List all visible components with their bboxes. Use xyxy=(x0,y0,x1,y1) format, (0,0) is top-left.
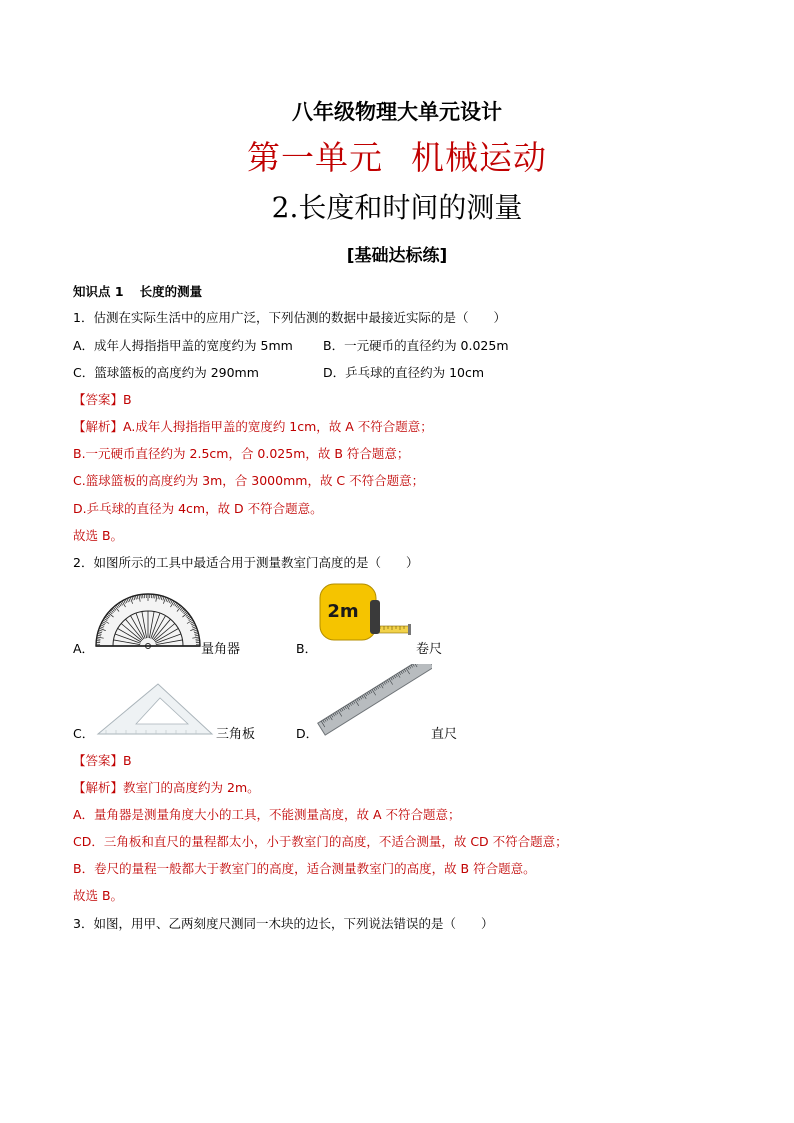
series-title: 八年级物理大单元设计 xyxy=(292,100,502,124)
analysis-tag: 【解析】 xyxy=(73,419,124,434)
q1-option-a: A．成年人拇指指甲盖的宽度约为 5mm xyxy=(73,338,293,353)
answer-tag: 【答案】 xyxy=(73,753,124,768)
tape-label: 2m xyxy=(327,601,359,622)
set-square-image xyxy=(96,680,214,738)
q2-analysis-b: B．卷尺的量程一般都大于教室门的高度，适合测量教室门的高度，故 B 符合题意。 xyxy=(73,861,536,876)
section-title: [基础达标练] xyxy=(346,246,448,266)
q1-option-c: C．篮球篮板的高度约为 290mm xyxy=(73,365,259,380)
q2-analysis-intro xyxy=(73,778,260,796)
q2-option-c-label: C． xyxy=(73,726,95,741)
unit-number: 第一单元 xyxy=(247,138,383,177)
unit-title xyxy=(0,132,794,179)
q2-analysis-cd: CD．三角板和直尺的量程都太小，小于教室门的高度，不适合测量，故 CD 不符合题意； xyxy=(73,834,568,849)
knowledge-point-title: 长度的测量 xyxy=(139,284,203,299)
q2-option-c-caption: 三角板 xyxy=(216,727,256,742)
q2-option-b-label: B． xyxy=(296,641,318,656)
q1-analysis-c: C.篮球篮板的高度约为 3m，合 3000mm，故 C 不符合题意； xyxy=(73,473,425,488)
q2-option-a-caption: 量角器 xyxy=(201,642,241,657)
lesson-title: 2.长度和时间的测量 xyxy=(271,191,523,224)
q1-answer xyxy=(73,390,132,408)
protractor-image xyxy=(93,588,203,650)
analysis-text: 教室门的高度约为 2m。 xyxy=(123,780,260,795)
q2-option-d-caption: 直尺 xyxy=(431,727,458,742)
tape-measure-image xyxy=(314,580,414,650)
answer-tag: 【答案】 xyxy=(73,392,124,407)
q1-stem: 1．估测在实际生活中的应用广泛，下列估测的数据中最接近实际的是（ ） xyxy=(73,310,506,325)
q2-stem: 2．如图所示的工具中最适合用于测量教室门高度的是（ ） xyxy=(73,555,419,570)
q1-analysis-d: D.乒乓球的直径为 4cm，故 D 不符合题意。 xyxy=(73,501,323,516)
q2-option-a-label: A． xyxy=(73,641,95,656)
analysis-tag: 【解析】 xyxy=(73,780,124,795)
answer-value: B xyxy=(123,392,132,407)
knowledge-point-label: 知识点 1 xyxy=(73,284,124,299)
q2-option-d-label: D． xyxy=(296,726,319,741)
straight-ruler-image xyxy=(316,664,432,740)
q1-conclusion: 故选 B。 xyxy=(73,528,124,543)
q3-stem: 3．如图，用甲、乙两刻度尺测同一木块的边长，下列说法错误的是（ ） xyxy=(73,916,494,931)
knowledge-point-heading xyxy=(73,282,202,300)
unit-name: 机械运动 xyxy=(411,138,547,177)
q2-conclusion: 故选 B。 xyxy=(73,888,124,903)
q2-analysis-a: A．量角器是测量角度大小的工具，不能测量高度，故 A 不符合题意； xyxy=(73,807,461,822)
q1-analysis-a xyxy=(73,417,433,435)
q2-option-b-caption: 卷尺 xyxy=(416,642,443,657)
q1-option-b: B．一元硬币的直径约为 0.025m xyxy=(323,338,509,353)
analysis-text: A.成年人拇指指甲盖的宽度约 1cm，故 A 不符合题意； xyxy=(123,419,433,434)
q1-analysis-b: B.一元硬币直径约为 2.5cm，合 0.025m，故 B 符合题意； xyxy=(73,446,410,461)
q2-answer xyxy=(73,751,132,769)
q1-option-d: D．乒乓球的直径约为 10cm xyxy=(323,365,485,380)
answer-value: B xyxy=(123,753,132,768)
